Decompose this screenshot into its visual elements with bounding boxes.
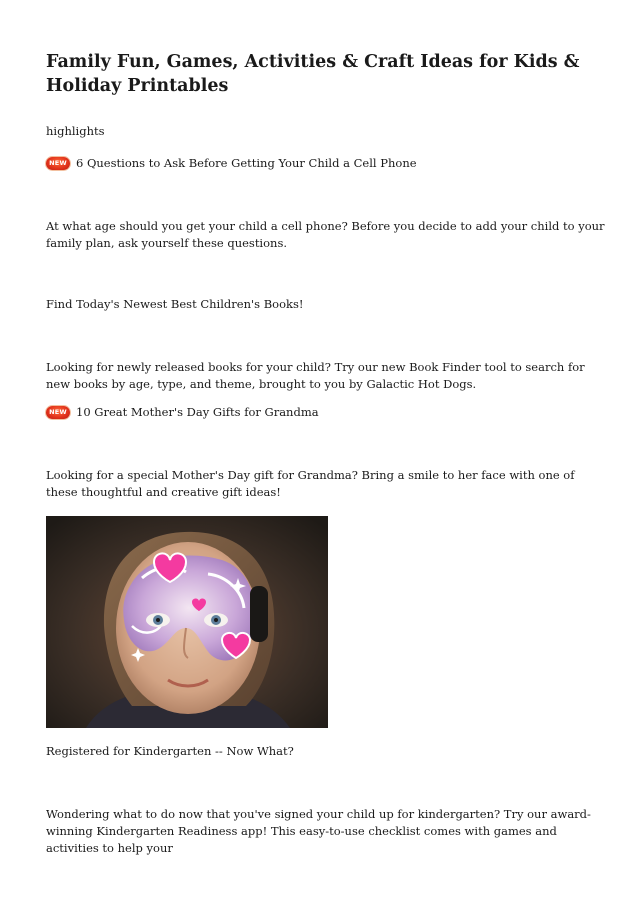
highlight-heading[interactable]: 10 Great Mother's Day Gifts for Grandma xyxy=(76,405,319,419)
highlight-heading[interactable]: 6 Questions to Ask Before Getting Your Child a Cell Phone xyxy=(76,156,417,170)
new-badge-icon: NEW xyxy=(46,157,70,170)
highlight-description: Wondering what to do now that you've signed your child up for kindergarten? Try our award-winning Kindergarten Readiness app! This easy-to-use checklist comes with games and activities to help your xyxy=(46,807,591,855)
highlight-item-mothers-day[interactable] xyxy=(46,404,319,421)
page-title: Family Fun, Games, Activities & Craft Ideas for Kids & Holiday Printables xyxy=(46,52,580,96)
highlight-description: Looking for a special Mother's Day gift for Grandma? Bring a smile to her face with one of these thoughtful and creative gift ideas! xyxy=(46,468,575,499)
highlight-heading-books[interactable]: Find Today's Newest Best Children's Books! xyxy=(46,297,304,311)
highlight-description: At what age should you get your child a cell phone? Before you decide to add your child to your family plan, ask yourself these questions. xyxy=(46,219,605,250)
section-label: highlights xyxy=(46,124,105,138)
child-face-paint-photo xyxy=(46,516,328,728)
highlight-item-cell-phone[interactable] xyxy=(46,155,417,172)
highlight-description: Looking for newly released books for your child? Try our new Book Finder tool to search for new books by age, type, and theme, brought to you by Galactic Hot Dogs. xyxy=(46,360,585,391)
highlight-heading-kindergarten[interactable]: Registered for Kindergarten -- Now What? xyxy=(46,744,294,758)
new-badge-icon: NEW xyxy=(46,406,70,419)
